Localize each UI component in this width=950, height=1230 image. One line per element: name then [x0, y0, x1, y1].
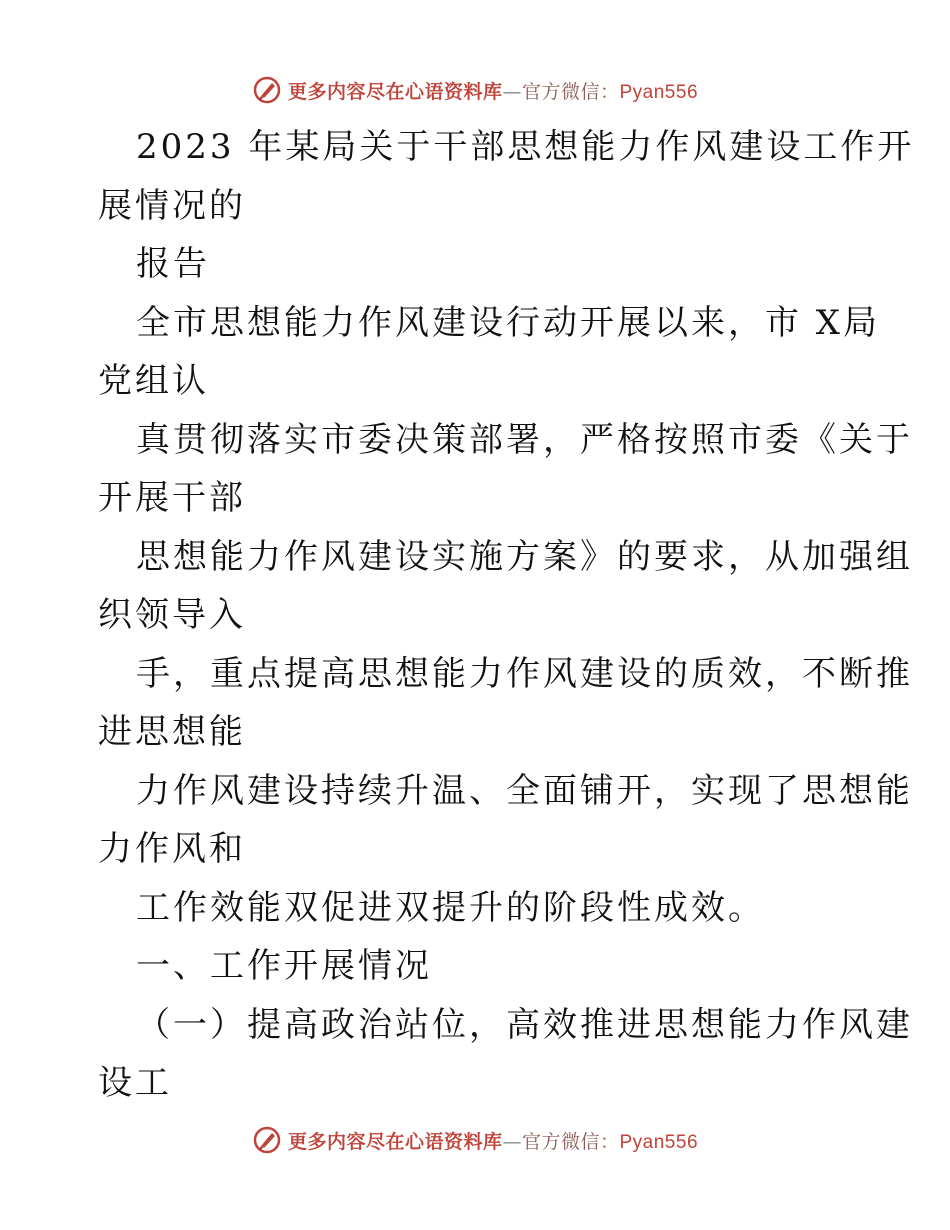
title-line-1: 2023 年某局关于干部思想能力作风建设工作开 [136, 127, 915, 167]
paragraph-line: 全市思想能力作风建设行动开展以来，市 X局 [136, 302, 881, 343]
subsection-heading: （一）提高政治站位，高效推进思想能力作风建 [136, 1004, 913, 1045]
wechat-label: 官方微信： [521, 80, 620, 103]
header-watermark-banner [0, 70, 950, 110]
paragraph-line: 进思想能 [98, 712, 246, 752]
site-name: 更多内容尽在心语资料库 [287, 1130, 503, 1153]
footer-banner-text [288, 1127, 698, 1154]
paragraph-line: 党组认 [98, 361, 209, 401]
paragraph-line: 思想能力作风建设实施方案》的要求，从加强组 [136, 536, 913, 577]
title-line-2: 展情况的 [98, 185, 246, 226]
document-body [98, 118, 915, 1113]
wechat-label: 官方微信： [521, 1130, 620, 1153]
pen-logo-icon [252, 1125, 282, 1155]
paragraph-line: 真贯彻落实市委决策部署，严格按照市委《关于 [136, 419, 913, 460]
title-line-3: 报告 [136, 244, 210, 284]
footer-watermark-banner [0, 1120, 950, 1160]
banner-separator: — [502, 80, 522, 103]
banner-separator: — [502, 1130, 522, 1153]
wechat-id: Pyan556 [619, 1131, 699, 1153]
paragraph-line: 手，重点提高思想能力作风建设的质效，不断推 [136, 653, 913, 694]
paragraph-line: 开展干部 [98, 478, 246, 518]
paragraph-line: 力作风和 [98, 829, 246, 869]
site-name: 更多内容尽在心语资料库 [287, 80, 503, 103]
section-heading: 一、工作开展情况 [136, 946, 432, 986]
header-banner-text [288, 77, 698, 104]
paragraph-line: 织领导入 [98, 595, 246, 635]
paragraph-line: 力作风建设持续升温、全面铺开，实现了思想能 [136, 770, 913, 811]
pen-logo-icon [252, 75, 282, 105]
subsection-heading-cont: 设工 [98, 1063, 172, 1103]
wechat-id: Pyan556 [619, 81, 699, 103]
paragraph-line: 工作效能双促进双提升的阶段性成效。 [136, 887, 765, 928]
